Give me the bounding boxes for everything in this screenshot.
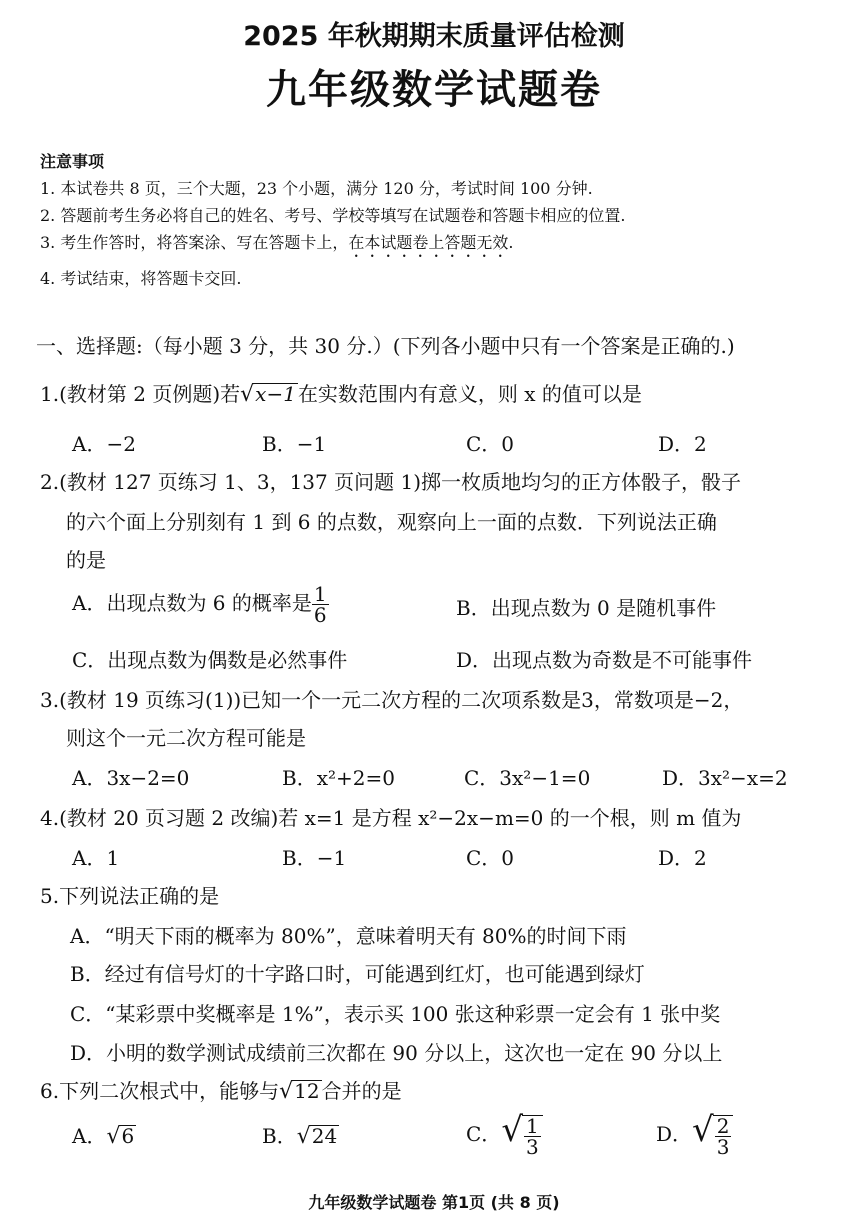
q2-option-a <box>72 584 329 625</box>
question-1-stem <box>40 378 642 407</box>
q5-option-d: D．小明的数学测试成绩前三次都在 90 分以上，这次也一定在 90 分以上 <box>70 1041 723 1065</box>
sqrt-icon: √ <box>692 1110 714 1150</box>
q1-option-d: D．2 <box>658 432 707 456</box>
sqrt-icon: √ <box>240 382 255 407</box>
q3-option-c: C．3x²−1=0 <box>464 766 591 790</box>
fraction-denominator: 3 <box>525 1134 539 1159</box>
q6-option-b-radicand: 24 <box>311 1124 338 1148</box>
notice-item-3 <box>40 230 513 261</box>
page-footer: 九年级数学试题卷 第1页 (共 8 页) <box>308 1193 560 1212</box>
q2-option-a-text: A．出现点数为 6 的概率是 <box>72 591 312 615</box>
notice-item-2: 2. 答题前考生务必将自己的姓名、考号、学校等填写在试题卷和答题卡相应的位置. <box>40 206 626 225</box>
q2-option-b: B．出现点数为 0 是随机事件 <box>456 596 717 620</box>
q6-stem-b: 合并的是 <box>321 1079 402 1103</box>
question-4-stem: 4.(教材 20 页习题 2 改编)若 x=1 是方程 x²−2x−m=0 的一个根，则 m 值为 <box>40 806 742 830</box>
q5-option-a: A．“明天下雨的概率为 80%”，意味着明天有 80%的时间下雨 <box>70 924 627 948</box>
q4-option-d: D．2 <box>658 846 707 870</box>
notice-item-4: 4. 考试结束，将答题卡交回. <box>40 269 242 288</box>
fraction <box>713 1115 734 1157</box>
q6-option-c-label: C． <box>466 1122 502 1146</box>
q5-option-b: B．经过有信号灯的十字路口时，可能遇到红灯，也可能遇到绿灯 <box>70 962 645 986</box>
q6-option-d <box>656 1110 733 1157</box>
q2-option-d: D．出现点数为奇数是不可能事件 <box>456 648 753 672</box>
fraction-numerator: 2 <box>716 1113 730 1138</box>
fraction-denominator: 3 <box>716 1134 730 1159</box>
sqrt-icon: √ <box>279 1079 294 1104</box>
q1-option-c: C．0 <box>466 432 515 456</box>
question-3-line-2: 则这个一元二次方程可能是 <box>66 726 306 750</box>
notice-item-3-end: . <box>508 233 514 252</box>
q5-option-c: C．“某彩票中奖概率是 1%”，表示买 100 张这种彩票一定会有 1 张中奖 <box>70 1002 721 1026</box>
sqrt-icon: √ <box>501 1110 523 1150</box>
sqrt-icon: √ <box>106 1124 121 1149</box>
q1-stem-b: 在实数范围内有意义，则 x 的值可以是 <box>297 382 642 406</box>
fraction-numerator: 1 <box>525 1113 539 1138</box>
notice-item-3-text: 3. 考生作答时，将答案涂、写在答题卡上， <box>40 233 349 252</box>
q6-option-c <box>466 1110 543 1157</box>
q4-option-b: B．−1 <box>282 846 347 870</box>
notice-title: 注意事项 <box>40 152 105 171</box>
q6-option-a <box>72 1120 136 1149</box>
question-2-line-3: 的是 <box>66 548 106 572</box>
q6-radicand: 12 <box>294 1079 320 1103</box>
fraction <box>312 584 329 625</box>
notice-item-3-emphasis: 在本试题卷上答题无效 <box>348 233 509 252</box>
q6-option-b <box>262 1120 339 1149</box>
sqrt-icon: √ <box>296 1124 311 1149</box>
q3-option-a: A．3x−2=0 <box>72 766 190 790</box>
q1-radicand: x−1 <box>255 382 296 406</box>
question-2-line-2: 的六个面上分别刻有 1 到 6 的点数，观察向上一面的点数．下列说法正确 <box>66 510 717 534</box>
q6-option-d-label: D． <box>656 1122 693 1146</box>
q6-option-a-label: A． <box>72 1124 107 1148</box>
fraction-denominator: 6 <box>313 603 327 627</box>
q6-stem-a: 6.下列二次根式中，能够与 <box>40 1079 280 1103</box>
q4-option-c: C．0 <box>466 846 515 870</box>
exam-paper-title: 九年级数学试题卷 <box>266 67 602 113</box>
q6-option-b-label: B． <box>262 1124 297 1148</box>
question-5-stem: 5.下列说法正确的是 <box>40 884 220 908</box>
q6-option-a-radicand: 6 <box>121 1124 135 1148</box>
question-3-line-1: 3.(教材 19 页练习(1))已知一个一元二次方程的二次项系数是3，常数项是−2， <box>40 688 744 712</box>
notice-item-1: 1. 本试卷共 8 页，三个大题，23 个小题，满分 120 分，考试时间 100 分钟. <box>40 179 593 198</box>
section-heading-choice: 一、选择题:（每小题 3 分，共 30 分.）(下列各小题中只有一个答案是正确的.) <box>36 334 735 358</box>
question-6-stem <box>40 1075 402 1104</box>
fraction <box>522 1115 543 1157</box>
q4-option-a: A．1 <box>72 846 120 870</box>
question-2-line-1: 2.(教材 127 页练习 1、3，137 页问题 1)掷一枚质地均匀的正方体骰子，骰子 <box>40 470 741 494</box>
exam-header-title: 2025 年秋期期末质量评估检测 <box>243 21 625 52</box>
q1-stem-a: 1.(教材第 2 页例题)若 <box>40 382 241 406</box>
fraction-numerator: 1 <box>313 582 327 606</box>
q3-option-b: B．x²+2=0 <box>282 766 395 790</box>
q1-option-a: A．−2 <box>72 432 136 456</box>
q3-option-d: D．3x²−x=2 <box>662 766 788 790</box>
q2-option-c: C．出现点数为偶数是必然事件 <box>72 648 348 672</box>
q1-option-b: B．−1 <box>262 432 327 456</box>
